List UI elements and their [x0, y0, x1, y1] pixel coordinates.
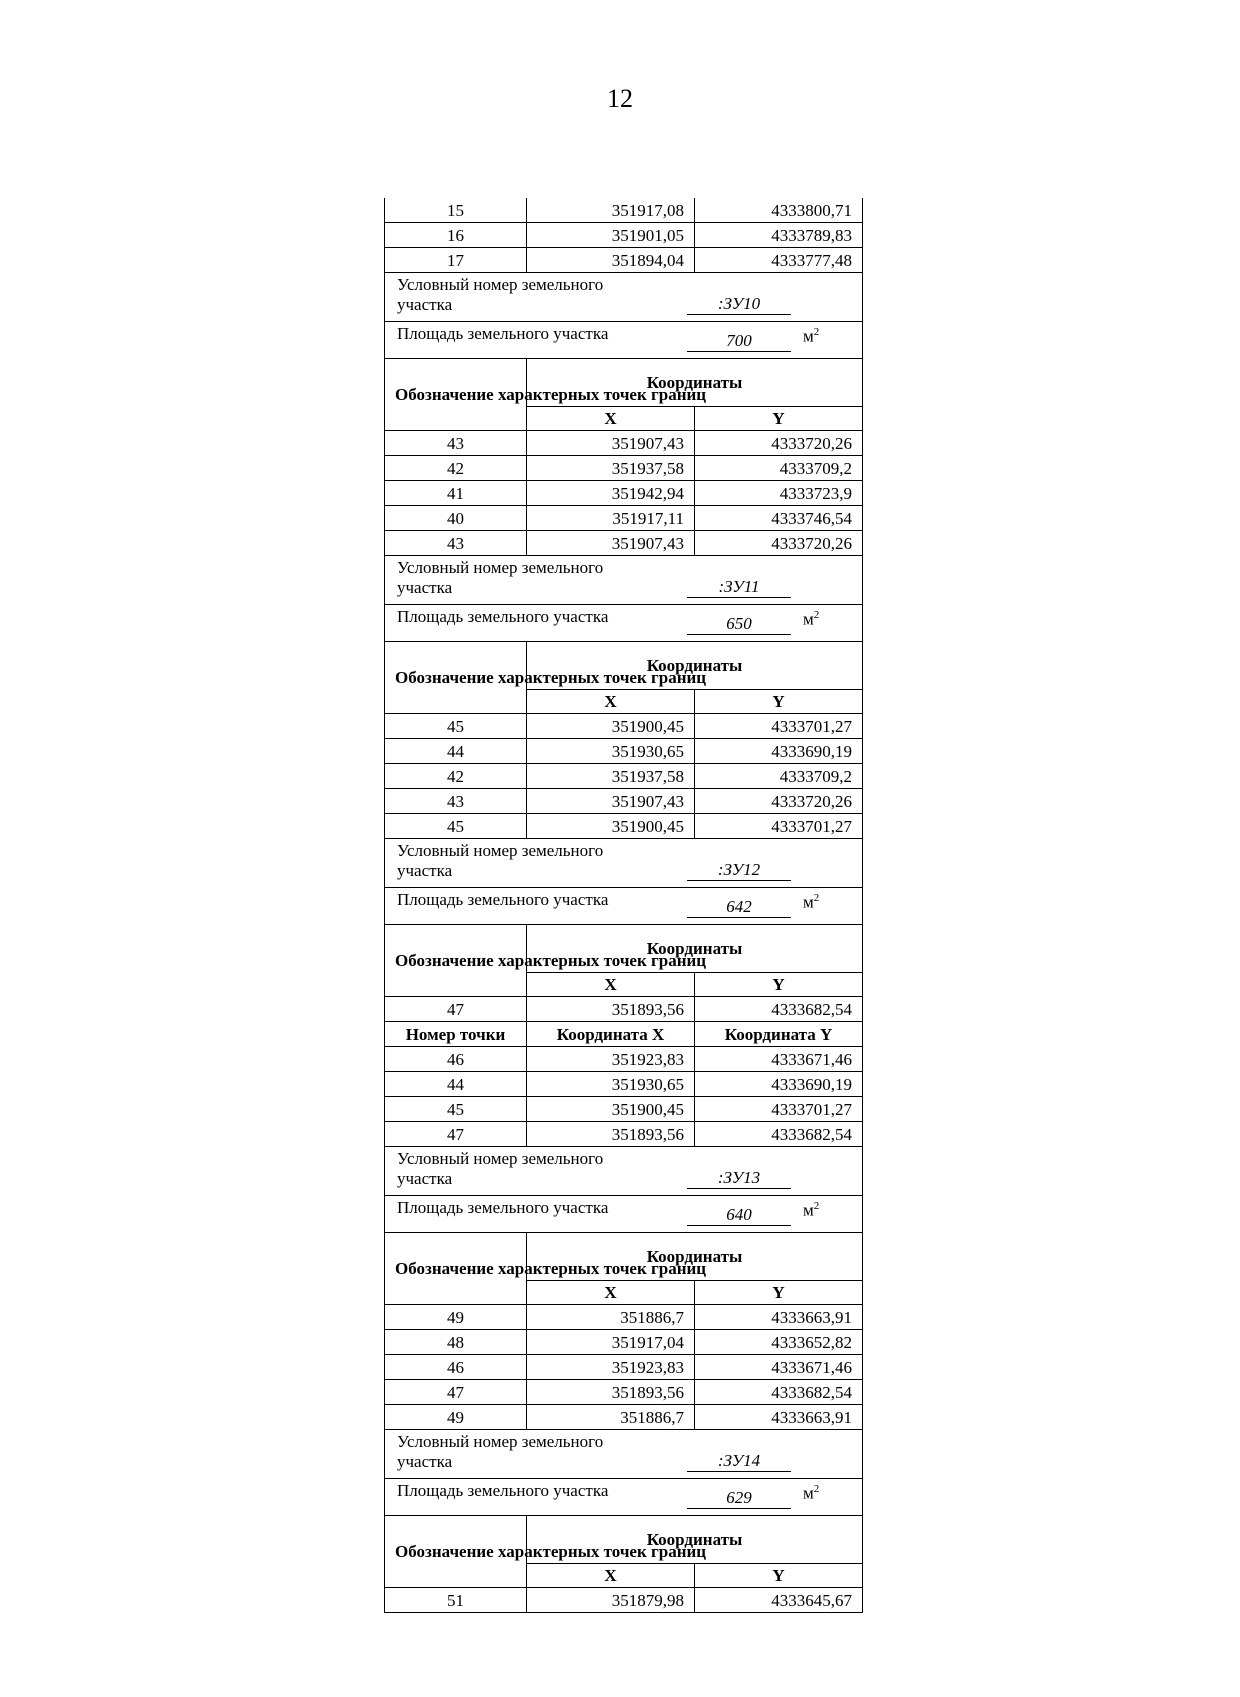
coordinate-x: 351917,11 — [527, 506, 695, 531]
coordinate-y: 4333789,83 — [695, 223, 863, 248]
table-row — [385, 198, 863, 223]
area-unit-superscript: 2 — [813, 1483, 820, 1495]
page-number: 12 — [607, 84, 633, 113]
conditional-number-row — [385, 1147, 863, 1196]
area-unit: $м^2$ — [803, 609, 820, 629]
header-coordinates: Координаты — [527, 1233, 863, 1281]
conditional-number-label: Условный номер земельного участка — [397, 841, 604, 881]
coordinate-x: 351893,56 — [527, 1380, 695, 1405]
point-number: 16 — [385, 223, 527, 248]
coordinate-y: 4333777,48 — [695, 248, 863, 273]
conditional-number-cell — [385, 1147, 863, 1196]
table-row — [385, 456, 863, 481]
coordinate-y: 4333682,54 — [695, 1380, 863, 1405]
header-row — [385, 1233, 863, 1281]
coordinate-x: 351900,45 — [527, 714, 695, 739]
area-value: 640 — [687, 1205, 791, 1226]
conditional-number-row — [385, 839, 863, 888]
table-row — [385, 1355, 863, 1380]
coordinate-x: 351923,83 — [527, 1355, 695, 1380]
coordinate-x: 351886,7 — [527, 1305, 695, 1330]
header-x: X — [527, 407, 695, 431]
header-row — [385, 642, 863, 690]
table-row — [385, 814, 863, 839]
point-number: 40 — [385, 506, 527, 531]
coordinate-y: 4333663,91 — [695, 1405, 863, 1430]
point-number: 43 — [385, 789, 527, 814]
area-label: Площадь земельного участка — [397, 1481, 609, 1500]
area-unit: $м^2$ — [803, 1483, 820, 1503]
header-row — [385, 1516, 863, 1564]
coordinate-x: 351900,45 — [527, 814, 695, 839]
point-number: 42 — [385, 456, 527, 481]
table-row — [385, 531, 863, 556]
area-row — [385, 605, 863, 642]
point-number: 46 — [385, 1355, 527, 1380]
point-number: 41 — [385, 481, 527, 506]
area-row — [385, 1479, 863, 1516]
header-x: X — [527, 973, 695, 997]
table-row — [385, 1097, 863, 1122]
conditional-number-row — [385, 556, 863, 605]
area-unit-superscript: 2 — [813, 326, 820, 338]
point-number: 48 — [385, 1330, 527, 1355]
coordinate-x: 351907,43 — [527, 431, 695, 456]
header-coordinates: Координаты — [527, 642, 863, 690]
coordinate-x: 351879,98 — [527, 1588, 695, 1613]
area-value: 642 — [687, 897, 791, 918]
header-x: X — [527, 690, 695, 714]
table-row — [385, 481, 863, 506]
coordinate-x: 351937,58 — [527, 764, 695, 789]
conditional-number-label: Условный номер земельного участка — [397, 1149, 604, 1189]
header-x: X — [527, 1564, 695, 1588]
conditional-number-row — [385, 273, 863, 322]
header-x: X — [527, 1281, 695, 1305]
header-coordinates: Координаты — [527, 359, 863, 407]
table-row — [385, 1122, 863, 1147]
table-row — [385, 1047, 863, 1072]
header-coordinates: Координаты — [527, 1516, 863, 1564]
conditional-number-value: :ЗУ14 — [687, 1451, 791, 1472]
point-number: 43 — [385, 531, 527, 556]
point-number: 15 — [385, 198, 527, 223]
coordinate-x: 351930,65 — [527, 1072, 695, 1097]
point-number: 47 — [385, 1122, 527, 1147]
coordinate-y: 4333690,19 — [695, 739, 863, 764]
area-unit: $м^2$ — [803, 892, 820, 912]
point-number: 17 — [385, 248, 527, 273]
coordinate-x: 351930,65 — [527, 739, 695, 764]
coordinate-x: 351907,43 — [527, 531, 695, 556]
coordinate-y: 4333671,46 — [695, 1355, 863, 1380]
conditional-number-label: Условный номер земельного участка — [397, 275, 604, 315]
area-row — [385, 1196, 863, 1233]
area-cell — [385, 1196, 863, 1233]
header-y: Y — [695, 407, 863, 431]
area-unit-superscript: 2 — [813, 892, 820, 904]
point-number: 46 — [385, 1047, 527, 1072]
area-label: Площадь земельного участка — [397, 890, 609, 909]
coordinate-y: 4333701,27 — [695, 814, 863, 839]
header-y: Y — [695, 1281, 863, 1305]
table-row — [385, 431, 863, 456]
area-cell — [385, 1479, 863, 1516]
area-label: Площадь земельного участка — [397, 324, 609, 343]
header-designation: Обозначение характерных точек границ — [385, 1233, 527, 1305]
point-number: 47 — [385, 1380, 527, 1405]
table-row — [385, 506, 863, 531]
header-y: Y — [695, 973, 863, 997]
header-y: Y — [695, 1564, 863, 1588]
area-cell — [385, 888, 863, 925]
coordinate-y: 4333682,54 — [695, 997, 863, 1022]
point-number: 43 — [385, 431, 527, 456]
coordinate-y: 4333746,54 — [695, 506, 863, 531]
table-row — [385, 739, 863, 764]
header-designation: Обозначение характерных точек границ — [385, 359, 527, 431]
coordinate-x: 351893,56 — [527, 997, 695, 1022]
point-number: 49 — [385, 1305, 527, 1330]
table-row — [385, 789, 863, 814]
table-row — [385, 764, 863, 789]
header-designation: Обозначение характерных точек границ — [385, 925, 527, 997]
coordinate-y: 4333800,71 — [695, 198, 863, 223]
coordinate-y: 4333723,9 — [695, 481, 863, 506]
point-number: 42 — [385, 764, 527, 789]
area-row — [385, 888, 863, 925]
coordinate-y: 4333645,67 — [695, 1588, 863, 1613]
point-number: 45 — [385, 714, 527, 739]
header-designation: Обозначение характерных точек границ — [385, 1516, 527, 1588]
conditional-number-cell — [385, 1430, 863, 1479]
header-point-number: Номер точки — [385, 1022, 527, 1047]
area-value: 629 — [687, 1488, 791, 1509]
header-row — [385, 359, 863, 407]
coordinate-x: 351886,7 — [527, 1405, 695, 1430]
area-row — [385, 322, 863, 359]
point-number: 51 — [385, 1588, 527, 1613]
header-designation: Обозначение характерных точек границ — [385, 642, 527, 714]
header-coordinate-y: Координата Y — [695, 1022, 863, 1047]
header-y: Y — [695, 690, 863, 714]
conditional-number-cell — [385, 556, 863, 605]
coordinate-x: 351894,04 — [527, 248, 695, 273]
point-number: 47 — [385, 997, 527, 1022]
coordinate-x: 351901,05 — [527, 223, 695, 248]
header-row — [385, 925, 863, 973]
table-row — [385, 1330, 863, 1355]
table-row — [385, 1405, 863, 1430]
table-row — [385, 714, 863, 739]
coordinate-x: 351900,45 — [527, 1097, 695, 1122]
point-number: 49 — [385, 1405, 527, 1430]
coordinate-x: 351907,43 — [527, 789, 695, 814]
conditional-number-value: :ЗУ11 — [687, 577, 791, 598]
conditional-number-cell — [385, 273, 863, 322]
point-number: 44 — [385, 739, 527, 764]
coordinate-y: 4333663,91 — [695, 1305, 863, 1330]
table-row — [385, 223, 863, 248]
area-unit-superscript: 2 — [813, 1200, 820, 1212]
coordinate-y: 4333671,46 — [695, 1047, 863, 1072]
area-label: Площадь земельного участка — [397, 607, 609, 626]
table-row — [385, 1072, 863, 1097]
conditional-number-value: :ЗУ10 — [687, 294, 791, 315]
table-row — [385, 1588, 863, 1613]
area-label: Площадь земельного участка — [397, 1198, 609, 1217]
area-cell — [385, 605, 863, 642]
coordinate-x: 351893,56 — [527, 1122, 695, 1147]
coordinate-y: 4333720,26 — [695, 431, 863, 456]
conditional-number-label: Условный номер земельного участка — [397, 558, 604, 598]
conditional-number-value: :ЗУ12 — [687, 860, 791, 881]
area-unit-superscript: 2 — [813, 609, 820, 621]
area-value: 650 — [687, 614, 791, 635]
header-coordinates: Координаты — [527, 925, 863, 973]
coordinates-table — [384, 198, 863, 1613]
table-row — [385, 248, 863, 273]
area-cell — [385, 322, 863, 359]
coordinate-x: 351917,04 — [527, 1330, 695, 1355]
coordinate-x: 351917,08 — [527, 198, 695, 223]
coordinate-y: 4333720,26 — [695, 789, 863, 814]
area-value: 700 — [687, 331, 791, 352]
coordinate-y: 4333709,2 — [695, 764, 863, 789]
coordinate-y: 4333701,27 — [695, 714, 863, 739]
alt-header-row — [385, 1022, 863, 1047]
conditional-number-label: Условный номер земельного участка — [397, 1432, 604, 1472]
coordinate-y: 4333701,27 — [695, 1097, 863, 1122]
coordinate-y: 4333690,19 — [695, 1072, 863, 1097]
table-row — [385, 1380, 863, 1405]
point-number: 45 — [385, 1097, 527, 1122]
header-coordinate-x: Координата X — [527, 1022, 695, 1047]
point-number: 44 — [385, 1072, 527, 1097]
coordinate-y: 4333682,54 — [695, 1122, 863, 1147]
coordinate-x: 351923,83 — [527, 1047, 695, 1072]
coordinate-x: 351937,58 — [527, 456, 695, 481]
area-unit: $м^2$ — [803, 326, 820, 346]
coordinate-y: 4333709,2 — [695, 456, 863, 481]
coordinate-x: 351942,94 — [527, 481, 695, 506]
conditional-number-row — [385, 1430, 863, 1479]
conditional-number-value: :ЗУ13 — [687, 1168, 791, 1189]
coordinate-y: 4333652,82 — [695, 1330, 863, 1355]
table-row — [385, 997, 863, 1022]
table-row — [385, 1305, 863, 1330]
point-number: 45 — [385, 814, 527, 839]
conditional-number-cell — [385, 839, 863, 888]
coordinate-y: 4333720,26 — [695, 531, 863, 556]
area-unit: $м^2$ — [803, 1200, 820, 1220]
